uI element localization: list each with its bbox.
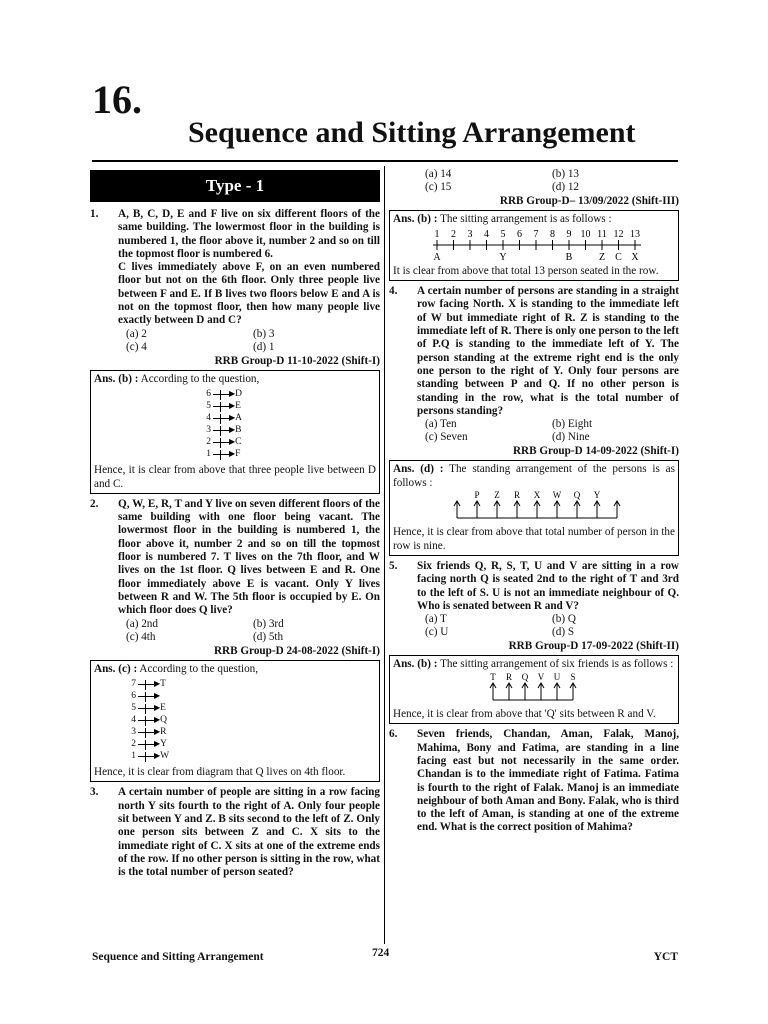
arrow-icon: ▶ — [229, 437, 236, 447]
floor-diagram — [199, 388, 376, 460]
option: (c) 15 — [425, 181, 452, 193]
floor-row — [199, 412, 376, 424]
floor-occupant: Y — [160, 739, 168, 750]
answer-label: Ans. (c) : — [94, 662, 138, 675]
floor-occupant: E — [235, 401, 241, 412]
options — [389, 613, 679, 639]
answer-conclusion: Hence, it is clear from above that three people live between D and C. — [94, 464, 376, 490]
floor-row — [199, 388, 376, 400]
floor-occupant: B — [235, 425, 242, 436]
answer-text: The sitting arrangement of six friends is as follows : — [440, 658, 674, 671]
footer-right: YCT — [653, 951, 678, 963]
question-source: RRB Group-D 24-08-2022 (Shift-I) — [213, 644, 380, 657]
option: (b) 3 — [253, 327, 275, 340]
floor-row — [124, 678, 376, 690]
seat-number: 2 — [451, 228, 456, 240]
option: (b) Q — [552, 613, 576, 626]
answer-label: Ans. (b) : — [393, 213, 438, 226]
standing-row-diagram — [393, 490, 677, 522]
floor-number: 6 — [131, 691, 136, 702]
floor-number: 4 — [206, 413, 211, 424]
question-text: A, B, C, D, E and F live on six different floors of the same building. The lowermost floor in the building is numbered 1, the floor above it, number 2 and so on till the topmost floor is numbered 6. — [118, 208, 380, 260]
answer-box — [389, 210, 679, 281]
question-text: A certain number of persons are standing in a straight row facing North. X is standing to the immediate left of W but immediate right of R. Z is standing to the immediate left of R. There is only one person to the left of P.Q is standing to the immediate left of Y. The person standing at the extreme right end is the only one person to the right of Y. Only four persons are standing between P and Q. If no other person is standing in the row, what is the total number of persons standing? — [417, 285, 679, 417]
floor-number: 2 — [206, 437, 211, 448]
question-number: 1. — [90, 208, 99, 220]
option: (d) S — [552, 626, 575, 639]
seat-letter: X — [631, 251, 639, 261]
row-letter: P — [474, 490, 480, 501]
row-letter: X — [533, 490, 541, 501]
arrow-icon: ▶ — [154, 703, 161, 713]
floor-number: 1 — [206, 449, 211, 460]
floor-number: 1 — [131, 751, 136, 762]
floor-diagram — [124, 678, 376, 762]
seat-letter: C — [615, 251, 622, 261]
floor-number: 5 — [206, 401, 211, 412]
seat-number: 9 — [566, 228, 572, 240]
floor-occupant: D — [235, 389, 243, 400]
floor-row — [124, 750, 376, 762]
options — [90, 618, 380, 644]
option: (b) 3rd — [253, 617, 284, 630]
floor-tick — [138, 696, 156, 697]
sitting-row-diagram — [393, 672, 677, 704]
seat-letter: Y — [499, 251, 507, 261]
seat-number: 13 — [630, 228, 640, 240]
row-letter: Q — [573, 490, 581, 501]
row-letter: Q — [521, 671, 529, 682]
question-2 — [90, 498, 380, 618]
floor-tick — [138, 720, 156, 721]
arrow-icon: ▶ — [229, 413, 236, 423]
floor-number: 3 — [206, 425, 211, 436]
answer-box — [90, 370, 380, 494]
answer-box — [90, 660, 380, 783]
floor-occupant: W — [160, 751, 170, 762]
floor-tick — [138, 744, 156, 745]
row-letter: T — [490, 671, 496, 682]
answer-box — [389, 460, 679, 555]
question-text: Q, W, E, R, T and Y live on seven different floors of the same building with one floor being vacant. The lowermost floor in the building is numbered 1, the floor above it, number 2 and so on till the topmost floor is numbered 7. T lives on the 7th floor, and W lives on the 1st floor. Q lives between E and R. One floor immediately above E is vacant. Only Y lives between R and W. The 5th floor is occupied by E. On which floor does Q live? — [118, 497, 380, 617]
answer-conclusion: Hence, it is clear from above that total number of person in the row is nine. — [393, 526, 675, 552]
floor-occupant: R — [160, 727, 167, 738]
floor-tick — [213, 406, 231, 407]
row-letter: R — [513, 490, 521, 501]
question-text: Six friends Q, R, S, T, U and V are sitting in a row facing north Q is seated 2nd to the right of T and 3rd to the left of S. U is not an immediate neighbour of Q. Who is senated between R and V? — [417, 559, 679, 612]
row-letter: Y — [593, 490, 601, 501]
chapter-number: 16. — [92, 77, 142, 122]
seat-number: 8 — [550, 228, 555, 240]
seat-letter: Z — [598, 251, 606, 261]
floor-row — [124, 726, 376, 738]
seat-number: 5 — [500, 228, 506, 240]
option: (c) 4th — [126, 630, 156, 643]
option: (a) 14 — [425, 168, 452, 180]
answer-text: According to the question, — [139, 662, 259, 675]
option: (a) Ten — [425, 418, 457, 431]
page-footer — [92, 947, 678, 963]
arrow-icon: ▶ — [154, 739, 161, 749]
floor-occupant: Q — [160, 715, 168, 726]
arrow-icon: ▶ — [229, 389, 236, 399]
seat-number: 7 — [533, 228, 539, 240]
floor-tick — [213, 430, 231, 431]
arrow-icon: ▶ — [154, 727, 161, 737]
floor-occupant: A — [235, 413, 243, 424]
floor-tick — [138, 732, 156, 733]
floor-row — [124, 702, 376, 714]
left-column — [90, 170, 380, 880]
option: (c) U — [425, 626, 449, 639]
seat-number: 4 — [484, 228, 489, 240]
question-number: 4. — [389, 285, 398, 298]
floor-number: 2 — [131, 739, 136, 750]
answer-text: The standing arrangement of the persons is as follows : — [393, 463, 675, 489]
footer-left: Sequence and Sitting Arrangement — [92, 951, 264, 963]
question-1 — [90, 208, 380, 328]
floor-number: 4 — [131, 715, 136, 726]
options — [389, 168, 679, 194]
option: (a) 2 — [126, 327, 147, 340]
arrow-icon: ▶ — [154, 715, 161, 725]
type-banner: Type - 1 — [90, 170, 380, 202]
option: (b) 13 — [552, 168, 580, 180]
answer-conclusion: It is clear from above that total 13 person seated in the row. — [393, 264, 659, 277]
seat-number: 11 — [597, 228, 607, 240]
question-source: RRB Group-D 14-09-2022 (Shift-I) — [512, 445, 679, 458]
option: (c) Seven — [425, 431, 468, 444]
question-6 — [389, 728, 679, 834]
option: (a) 2nd — [126, 617, 158, 630]
question-number: 6. — [389, 728, 398, 741]
seat-number: 3 — [467, 228, 473, 240]
seat-letter: A — [433, 251, 441, 261]
floor-number: 7 — [131, 679, 136, 690]
answer-text: According to the question, — [140, 372, 260, 385]
floor-occupant: E — [160, 703, 166, 714]
question-text: C lives immediately above F, on an even numbered floor but not on the 6th floor. Only three people live between F and E. If B lives two floors below E and A is not on the topmost floor, then how many people live exactly between D and C? — [118, 261, 380, 327]
floor-occupant: C — [235, 437, 242, 448]
row-letter: S — [570, 671, 576, 682]
seat-number: 6 — [517, 228, 522, 240]
question-4 — [389, 285, 679, 418]
arrow-icon: ▶ — [229, 425, 236, 435]
floor-number: 3 — [131, 727, 136, 738]
column-divider — [384, 166, 385, 944]
floor-row — [199, 400, 376, 412]
floor-row — [124, 714, 376, 726]
answer-label: Ans. (d) : — [393, 463, 444, 476]
question-text: Seven friends, Chandan, Aman, Falak, Manoj, Mahima, Bony and Fatima, are standing in a line facing east but not necessarily in the same order. Chandan is to the immediate right of Fatima. Fatima is fourth to the right of Falak. Manoj is an immediate neighbour of both Aman and Bony. Falak, who is third to the left of Aman, is standing at one of the extreme end. What is the correct position of Mahima? — [417, 728, 679, 834]
question-number: 3. — [90, 786, 99, 799]
arrow-icon: ▶ — [154, 679, 161, 689]
question-number: 2. — [90, 497, 99, 510]
answer-text: The sitting arrangement is as follows : — [440, 213, 612, 226]
page-number: 724 — [372, 947, 390, 959]
question-text: A certain number of people are sitting in a row facing north Y sits fourth to the right of A. Only four people sit between Y and Z. B sits second to the left of Z. Only one person sits between Z and C. X sits to the immediate right of C. X sits at one of the extreme ends of the row. If no other person is sitting in the row, what is the total number of person seated? — [118, 786, 380, 879]
option: (d) 1 — [253, 340, 275, 353]
arrow-icon: ▶ — [229, 401, 236, 411]
answer-conclusion: Hence, it is clear from above that 'Q' sits between R and V. — [393, 708, 656, 721]
right-column — [389, 168, 679, 835]
arrow-icon: ▶ — [154, 751, 161, 761]
question-source: RRB Group-D 11-10-2022 (Shift-I) — [214, 354, 380, 367]
floor-row — [199, 424, 376, 436]
question-source: RRB Group-D 17-09-2022 (Shift-II) — [508, 640, 679, 653]
floor-tick — [213, 442, 231, 443]
floor-occupant: T — [160, 679, 166, 690]
chapter-title: Sequence and Sitting Arrangement — [188, 116, 636, 149]
floor-tick — [138, 756, 156, 757]
answer-label: Ans. (b) : — [94, 372, 139, 385]
floor-tick — [213, 454, 231, 455]
option: (d) 12 — [552, 181, 580, 193]
seat-number-line — [393, 227, 677, 261]
question-source: RRB Group-D– 13/09/2022 (Shift-III) — [499, 195, 679, 207]
option: (d) 5th — [253, 630, 284, 643]
question-5 — [389, 560, 679, 613]
answer-conclusion: Hence, it is clear from diagram that Q lives on 4th floor. — [94, 766, 346, 779]
floor-number: 6 — [206, 389, 211, 400]
floor-tick — [138, 708, 156, 709]
answer-label: Ans. (b) : — [393, 658, 438, 671]
answer-box — [389, 655, 679, 724]
row-letter: R — [505, 671, 513, 682]
floor-occupant: F — [235, 449, 241, 460]
floor-row — [124, 690, 376, 702]
question-3 — [90, 786, 380, 879]
floor-tick — [213, 394, 231, 395]
options — [389, 418, 679, 444]
arrow-icon: ▶ — [229, 449, 236, 459]
row-letter: U — [553, 671, 561, 682]
seat-number: 1 — [434, 228, 440, 240]
seat-letter: B — [565, 251, 573, 261]
options — [90, 328, 380, 354]
seat-number: 10 — [580, 228, 591, 240]
row-letter: W — [552, 490, 562, 501]
floor-number: 5 — [131, 703, 136, 714]
title-rule — [92, 160, 678, 162]
row-letter: Z — [494, 490, 500, 501]
floor-row — [199, 448, 376, 460]
floor-row — [124, 738, 376, 750]
option: (a) T — [425, 613, 447, 626]
row-letter: V — [537, 671, 545, 682]
option: (d) Nine — [552, 431, 590, 444]
option: (b) Eight — [552, 418, 593, 431]
question-number: 5. — [389, 559, 398, 572]
seat-number: 12 — [613, 228, 624, 240]
floor-tick — [213, 418, 231, 419]
floor-row — [199, 436, 376, 448]
option: (c) 4 — [126, 340, 147, 353]
arrow-icon: ▶ — [154, 691, 161, 701]
floor-tick — [138, 684, 156, 685]
